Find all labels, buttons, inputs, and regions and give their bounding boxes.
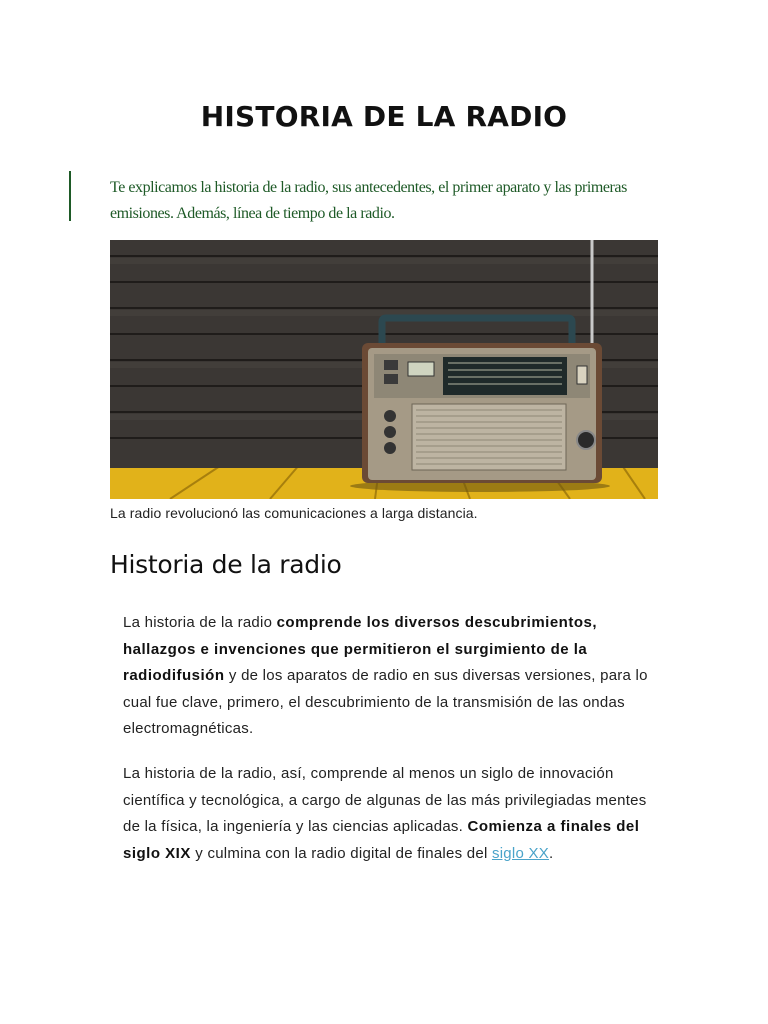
hero-image: [110, 240, 658, 499]
article-summary: Te explicamos la historia de la radio, sus antecedentes, el primer aparato y las primeras emisiones. Además, línea de tiempo de la radio.: [110, 179, 627, 222]
section-heading: Historia de la radio: [110, 550, 342, 579]
siglo-xx-link[interactable]: siglo XX: [491, 844, 549, 862]
paragraph-2-text-2: y culmina con la radio digital de finales del: [190, 844, 492, 862]
image-caption: La radio revolucionó las comunicaciones a larga distancia.: [110, 505, 478, 521]
paragraph-1: [123, 610, 653, 743]
page-title: HISTORIA DE LA RADIO: [200, 100, 568, 133]
paragraph-1-text-2: y de los aparatos de radio en sus diversas versiones, para lo cual fue clave, primero, el descubrimiento de la transmisión de las ondas electromagnéticas.: [123, 667, 648, 737]
paragraph-2-text-1: La historia de la radio, así, comprende al menos un siglo de innovación científica y tecnológica, a cargo de algunas de las más privilegiadas mentes de la física, la ingeniería y las ciencias aplicadas.: [123, 765, 647, 835]
paragraph-1-text-1: La historia de la radio: [123, 614, 277, 631]
paragraph-2: [123, 761, 653, 867]
paragraph-2-bold-1: Comienza a finales del siglo XIX: [123, 818, 640, 862]
summary-accent-bar: [69, 171, 71, 221]
paragraph-1-bold-1: comprende los diversos descubrimientos, hallazgos e invenciones que permitieron el surgimiento de la radiodifusión: [123, 614, 598, 684]
paragraph-2-text-3: .: [548, 844, 554, 862]
